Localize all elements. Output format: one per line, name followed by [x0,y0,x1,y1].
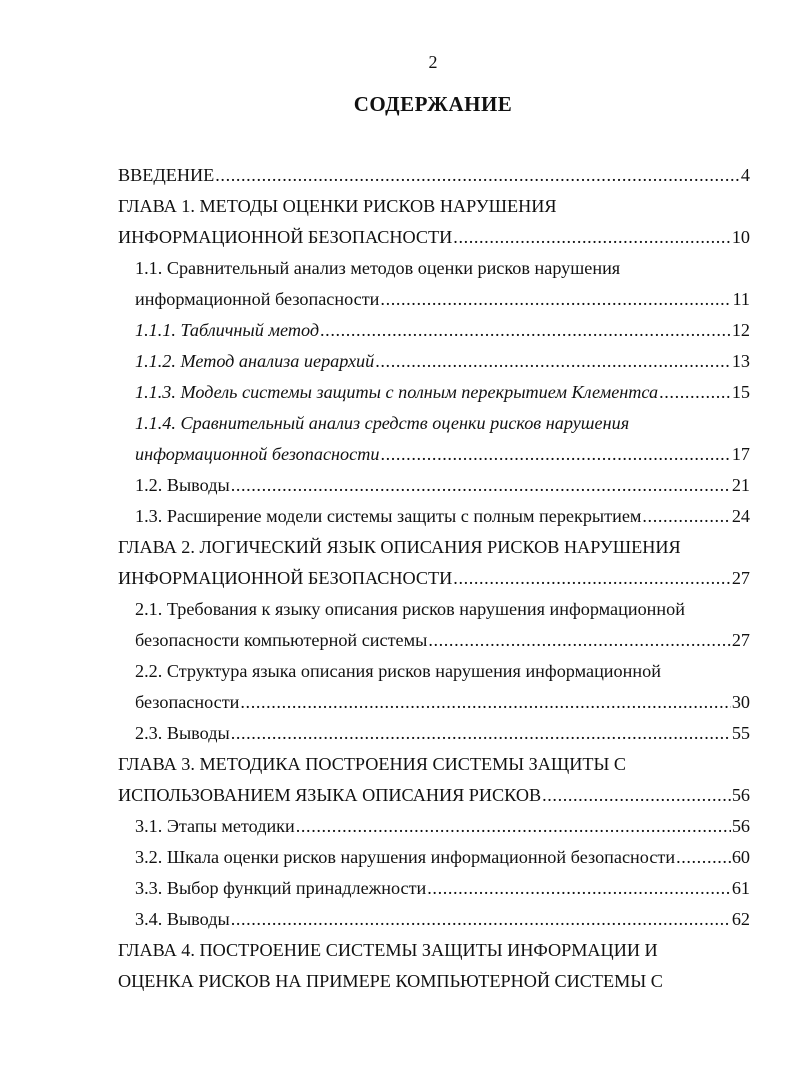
toc-page-number: 61 [731,878,750,898]
toc-entry-text: 2.3. Выводы [135,723,230,743]
toc-entry-1-1-3 [135,377,750,408]
toc-entry-chapter-3 [118,749,626,780]
toc-entry-text: ИСПОЛЬЗОВАНИЕМ ЯЗЫКА ОПИСАНИЯ РИСКОВ [118,785,542,805]
toc-entry-1-1-cont [135,284,750,315]
toc-entry-text: 2.2. Структура языка описания рисков нарушения информационной [135,661,661,681]
dot-leader [642,501,730,532]
toc-entry-text: ГЛАВА 2. ЛОГИЧЕСКИЙ ЯЗЫК ОПИСАНИЯ РИСКОВ НАРУШЕНИЯ [118,537,681,557]
toc-page-number: 27 [731,630,750,650]
dot-leader [240,687,730,718]
dot-leader [453,222,731,253]
toc-entry-chapter-2 [118,532,681,563]
toc-entry-text: ГЛАВА 4. ПОСТРОЕНИЕ СИСТЕМЫ ЗАЩИТЫ ИНФОРМАЦИИ И [118,940,658,960]
toc-entry-1-2 [135,470,750,501]
toc-entry-introduction [118,160,750,191]
toc-entry-text: 1.3. Расширение модели системы защиты с полным перекрытием [135,506,642,526]
toc-page-number: 30 [731,692,750,712]
toc-page-number: 10 [731,227,750,247]
dot-leader [215,160,740,191]
toc-entry-text: 1.1.1. Табличный метод [135,320,320,340]
toc-entry-text: ИНФОРМАЦИОННОЙ БЕЗОПАСНОСТИ [118,227,453,247]
toc-entry-3-2 [135,842,750,873]
dot-leader [542,780,731,811]
dot-leader [320,315,731,346]
toc-page-number: 13 [731,351,750,371]
toc-entry-chapter-1 [118,191,557,222]
dot-leader [380,284,731,315]
toc-page-number: 62 [731,909,750,929]
dot-leader [659,377,731,408]
toc-entry-text: 3.1. Этапы методики [135,816,295,836]
toc-entry-text: безопасности [135,692,240,712]
toc-page-number: 17 [731,444,750,464]
toc-entry-2-3 [135,718,750,749]
toc-page-number: 56 [731,816,750,836]
toc-entry-text: 1.1.4. Сравнительный анализ средств оценки рисков нарушения [135,413,630,433]
toc-entry-1-1 [135,253,620,284]
page-number: 2 [428,52,438,72]
toc-entry-text: 1.1.3. Модель системы защиты с полным перекрытием Клементса [135,382,659,402]
page-title: СОДЕРЖАНИЕ [353,92,513,116]
toc-entry-2-2-cont [135,687,750,718]
toc-page-number: 11 [732,289,750,309]
dot-leader [296,811,731,842]
toc-entry-text: ГЛАВА 1. МЕТОДЫ ОЦЕНКИ РИСКОВ НАРУШЕНИЯ [118,196,557,216]
toc-entry-2-1-cont [135,625,750,656]
toc-entry-3-1 [135,811,750,842]
dot-leader [231,470,731,501]
toc-entry-chapter-4-cont [118,966,663,997]
toc-page-number: 21 [731,475,750,495]
toc-page-number: 12 [731,320,750,340]
toc-page-number: 15 [731,382,750,402]
toc-page-number: 24 [731,506,750,526]
dot-leader [427,873,731,904]
toc-entry-text: 1.1. Сравнительный анализ методов оценки рисков нарушения [135,258,621,278]
dot-leader [676,842,731,873]
toc-entry-text: ВВЕДЕНИЕ [118,165,215,185]
toc-entry-text: 3.2. Шкала оценки рисков нарушения информационной безопасности [135,847,676,867]
toc-entry-1-1-4 [135,408,629,439]
dot-leader [231,718,731,749]
toc-page-number: 55 [731,723,750,743]
toc-entry-text: ГЛАВА 3. МЕТОДИКА ПОСТРОЕНИЯ СИСТЕМЫ ЗАЩИТЫ С [118,754,627,774]
toc-entry-chapter-1-cont [118,222,750,253]
toc-entry-text: ИНФОРМАЦИОННОЙ БЕЗОПАСНОСТИ [118,568,453,588]
dot-leader [453,563,731,594]
toc-entry-chapter-4 [118,935,658,966]
toc-entry-text: информационной безопасности [135,444,380,464]
toc-entry-1-1-1 [135,315,750,346]
toc-entry-text: ОЦЕНКА РИСКОВ НА ПРИМЕРЕ КОМПЬЮТЕРНОЙ СИСТЕМЫ С [118,971,663,991]
toc-entry-text: информационной безопасности [135,289,380,309]
toc-entry-chapter-2-cont [118,563,750,594]
toc-entry-text: 3.3. Выбор функций принадлежности [135,878,427,898]
toc-page-number: 60 [731,847,750,867]
toc-entry-text: 1.2. Выводы [135,475,230,495]
dot-leader [428,625,730,656]
toc-page-number: 56 [731,785,750,805]
toc-entry-text: 3.4. Выводы [135,909,230,929]
dot-leader [380,439,730,470]
toc-entry-2-1 [135,594,685,625]
toc-entry-2-2 [135,656,661,687]
toc-entry-chapter-3-cont [118,780,750,811]
toc-entry-text: 1.1.2. Метод анализа иерархий [135,351,375,371]
toc-page-number: 27 [731,568,750,588]
dot-leader [375,346,731,377]
toc-entry-text: 2.1. Требования к языку описания рисков нарушения информационной [135,599,685,619]
toc-entry-3-3 [135,873,750,904]
toc-entry-text: безопасности компьютерной системы [135,630,428,650]
toc-entry-1-3 [135,501,750,532]
toc-entry-1-1-2 [135,346,750,377]
toc-entry-1-1-4-cont [135,439,750,470]
toc-page-number: 4 [740,165,750,185]
dot-leader [231,904,731,935]
toc-entry-3-4 [135,904,750,935]
